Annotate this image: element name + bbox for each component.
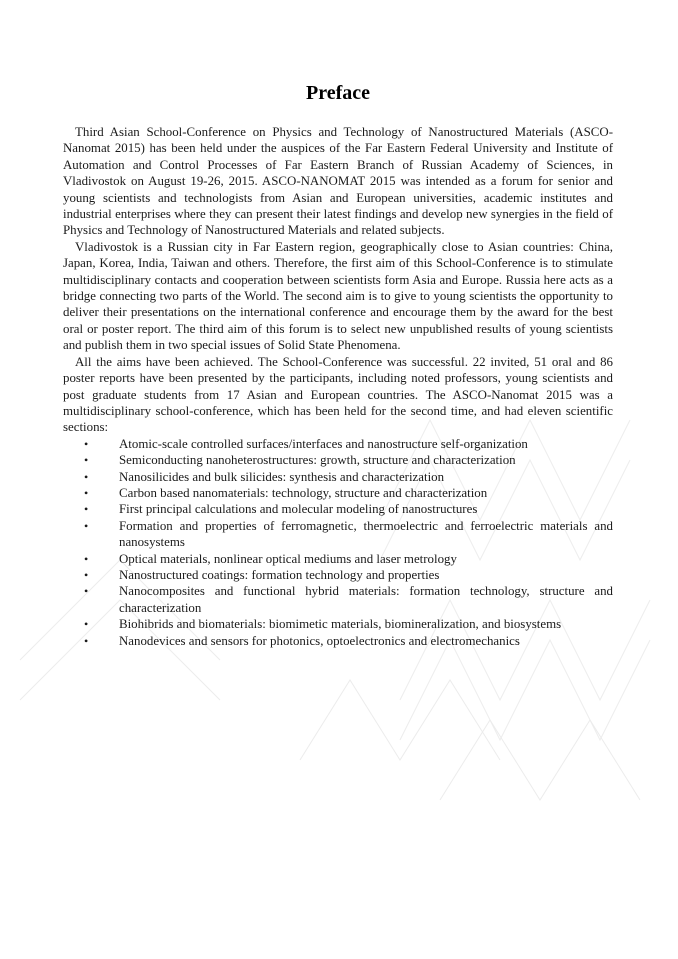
scientific-sections-list	[63, 436, 613, 649]
list-item	[63, 518, 613, 551]
paragraph-vladivostok: Vladivostok is a Russian city in Far Eastern region, geographically close to Asian countries: China, Japan, Korea, India, Taiwan and others. Therefore, the first aim of this School-Conference is to stimulate multidisciplinary contacts and cooperation between scientists form Asia and Europe. Russia here acts as a bridge connecting two parts of the World. The second aim is to give to young scientists the opportunity to deliver their presentations on the international conference and encourage them by the award for the best oral or poster report. The third aim of this forum is to select new unpublished results of young scientists and publish them in two special issues of Solid State Phenomena.	[63, 239, 613, 353]
bullet-icon: •	[84, 485, 89, 500]
list-item-text: Biohibrids and biomaterials: biomimetic materials, biomineralization, and biosystems	[119, 617, 562, 632]
bullet-icon: •	[84, 633, 89, 648]
list-item-text: Nanocomposites and functional hybrid materials: formation technology, structure and characterization	[119, 584, 613, 615]
list-item	[63, 436, 613, 452]
paragraph-intro: Third Asian School-Conference on Physics and Technology of Nanostructured Materials (ASCO-Nanomat 2015) has been held under the auspices of the Far Eastern Federal University and Institute of Automation and Control Processes of Far Eastern Branch of Russian Academy of Sciences, in Vladivostok on August 19-26, 2015. ASCO-NANOMAT 2015 was intended as a forum for senior and young scientists and technologists from Asian and European universities, academic institutes and industrial enterprises where they can present their latest findings and develop new synergies in the field of Physics and Technology of Nanostructured Materials and related subjects.	[63, 125, 613, 238]
list-item	[63, 501, 613, 517]
list-item	[63, 633, 613, 649]
bullet-icon: •	[84, 436, 89, 451]
bullet-icon: •	[84, 584, 89, 599]
list-item	[63, 485, 613, 501]
list-item	[63, 583, 613, 616]
bullet-icon: •	[84, 567, 89, 582]
list-item-text: Formation and properties of ferromagnetic, thermoelectric and ferroelectric materials and nanosystems	[119, 518, 613, 550]
list-item	[63, 616, 613, 632]
list-item-text: Nanodevices and sensors for photonics, optoelectronics and electromechanics	[119, 633, 520, 648]
list-item-text: Optical materials, nonlinear optical mediums and laser metrology	[119, 551, 457, 566]
bullet-icon: •	[84, 617, 89, 632]
list-item-text: Semiconducting nanoheterostructures: growth, structure and characterization	[119, 453, 516, 468]
list-item	[63, 551, 613, 567]
list-item	[63, 452, 613, 468]
bullet-icon: •	[84, 551, 89, 566]
list-item	[63, 567, 613, 583]
paragraph-aims: All the aims have been achieved. The School-Conference was successful. 22 invited, 51 oral and 86 poster reports have been presented by the participants, including noted professors, young scientists and post graduate students from 17 Asian and European countries. The ASCO-Nanomat 2015 was a multidisciplinary school-conference, which has been held for the second time, and had eleven scientific sections:	[63, 354, 613, 435]
bullet-icon: •	[84, 518, 89, 533]
bullet-icon: •	[84, 469, 89, 484]
document-page	[63, 80, 613, 649]
list-item-text: Atomic-scale controlled surfaces/interfaces and nanostructure self-organization	[119, 436, 528, 451]
page-title: Preface	[305, 82, 371, 104]
list-item-text: Carbon based nanomaterials: technology, structure and characterization	[119, 485, 488, 500]
bullet-icon: •	[84, 502, 89, 517]
bullet-icon: •	[84, 453, 89, 468]
list-item-text: Nanostructured coatings: formation technology and properties	[119, 567, 440, 582]
list-item-text: First principal calculations and molecular modeling of nanostructures	[119, 502, 478, 517]
list-item	[63, 469, 613, 485]
list-item-text: Nanosilicides and bulk silicides: synthesis and characterization	[119, 469, 445, 484]
